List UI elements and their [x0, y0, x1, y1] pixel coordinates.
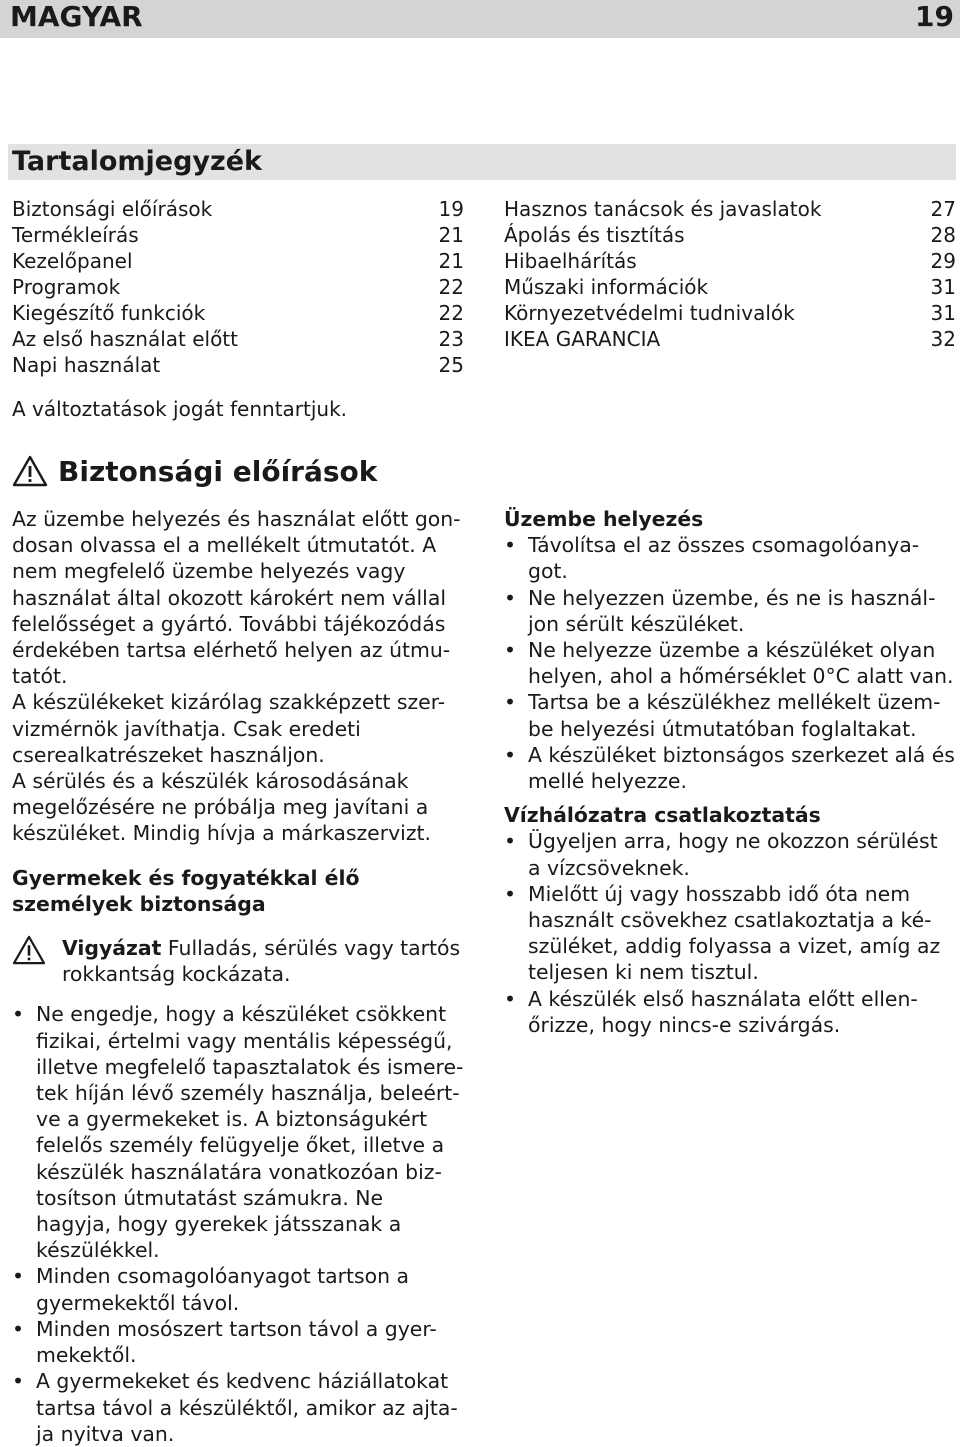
list-item: • Ne helyezzen üzembe, és ne is használ-jon sérült készüléket.: [504, 585, 956, 637]
safety-title: Biztonsági előírások: [58, 454, 378, 488]
toc-entry-page: 25: [438, 353, 464, 377]
toc-title-bar: [8, 144, 956, 180]
toc-entry-page: 22: [438, 275, 464, 299]
water-connection-heading: Vízhálózatra csatlakoztatás: [504, 803, 821, 828]
toc-entry[interactable]: [12, 274, 464, 300]
intro-line: A készülékeket kizárólag szakképzett szer-: [12, 690, 446, 715]
warning-text: Fulladás, sérülés vagy tartós rokkantság kockázata.: [62, 936, 461, 987]
installation-heading: Üzembe helyezés: [504, 507, 704, 531]
list-item: • Minden mosószert tartson távol a gyer-mekektől.: [12, 1316, 464, 1368]
intro-line: érdekében tartsa elérhető helyen az útmu-: [12, 638, 451, 663]
list-item: • A készüléket biztonságos szerkezet alá és mellé helyezze.: [504, 742, 956, 794]
list-item: • Mielőtt új vagy hosszabb idő óta nem használt csövekhez csatlakoztatja a ké-szüléket, addig folyassa a vizet, amíg az teljesen ki nem tisztul.: [504, 881, 956, 986]
water-connection-list: [504, 828, 956, 1038]
toc-entry-page: 27: [930, 197, 956, 221]
warning-triangle-icon: [12, 455, 48, 487]
toc-entry[interactable]: [504, 326, 956, 352]
toc-right-column: [504, 196, 956, 352]
list-item: • Távolítsa el az összes csomagolóanya-got.: [504, 532, 956, 584]
safety-section-heading: [12, 452, 377, 490]
toc-entry-page: 22: [438, 301, 464, 325]
toc-entry[interactable]: [12, 300, 464, 326]
toc-entry[interactable]: [12, 196, 464, 222]
toc-entry-label: Napi használat: [12, 353, 161, 377]
children-safety-list: [12, 1001, 464, 1446]
toc-left-column: [12, 196, 464, 378]
list-item: • Minden csomagolóanyagot tartson a gyermekektől távol.: [12, 1263, 464, 1315]
toc-entry-label: Ápolás és tisztítás: [504, 223, 685, 247]
rights-reserved-note: A változtatások jogát fenntartjuk.: [12, 397, 348, 421]
toc-entry[interactable]: [12, 326, 464, 352]
warning-triangle-icon: [12, 935, 46, 965]
toc-entry-label: Termékleírás: [12, 223, 139, 247]
toc-entry-page: 31: [930, 301, 956, 325]
intro-line: tatót.: [12, 664, 68, 689]
toc-entry[interactable]: [504, 300, 956, 326]
intro-line: Az üzembe helyezés és használat előtt gon-: [12, 507, 461, 531]
right-text-column: [504, 506, 956, 1038]
toc-entry[interactable]: [12, 222, 464, 248]
children-safety-heading: Gyermekek és fogyatékkal élő személyek biztonsága: [12, 865, 360, 916]
warning-text-block: [62, 935, 464, 987]
warning-label: Vigyázat: [62, 936, 162, 961]
toc-entry-label: Kiegészítő funkciók: [12, 301, 206, 325]
intro-line: A sérülés és a készülék károsodásának: [12, 769, 409, 794]
toc-entry-page: 19: [438, 197, 464, 221]
intro-line: dosan olvassa el a mellékelt útmutatót. A: [12, 533, 437, 558]
intro-line: vizmérnök javíthatja. Csak eredeti cserealkatrészeket használjon.: [12, 716, 361, 767]
toc-entry[interactable]: [12, 352, 464, 378]
toc-title: Tartalomjegyzék: [12, 146, 263, 177]
toc-entry-label: Hibaelhárítás: [504, 249, 637, 273]
toc-entry-label: Műszaki információk: [504, 275, 709, 299]
intro-line: felelősséget a gyártó. További tájékozódás: [12, 611, 446, 636]
toc-entry-page: 21: [438, 223, 464, 247]
list-item: • Ne engedje, hogy a készüléket csökkent fizikai, értelmi vagy mentális képességű, illetve megfelelő tapasztalatok és ismere-tek híján lévő személy használja, beleért-ve a gyermekeket is. A biztonságukért felelős személy felügyelje őket, illetve a készülék használatára vonatkozóan biz-tosítson útmutatást számukra. Ne hagyja, hogy gyerekek játsszanak a készülékkel.: [12, 1001, 464, 1263]
toc-entry-label: Környezetvédelmi tudnivalók: [504, 301, 795, 325]
toc-entry[interactable]: [504, 274, 956, 300]
toc-entry[interactable]: [504, 222, 956, 248]
warning-notice: [12, 935, 464, 987]
language-label: MAGYAR: [10, 0, 143, 33]
toc-entry-label: Az első használat előtt: [12, 327, 238, 351]
toc-entry[interactable]: [12, 248, 464, 274]
toc-entry-label: Hasznos tanácsok és javaslatok: [504, 197, 822, 221]
list-item: • Tartsa be a készülékhez mellékelt üzem-be helyezési útmutatóban foglaltakat.: [504, 689, 956, 741]
list-item: • Ügyeljen arra, hogy ne okozzon sérülést a vízcsöveknek.: [504, 828, 956, 880]
list-item: • A készülék első használata előtt ellen-őrizze, hogy nincs-e szivárgás.: [504, 986, 956, 1038]
toc-entry-label: Biztonsági előírások: [12, 197, 213, 221]
toc-entry-page: 21: [438, 249, 464, 273]
toc-entry-page: 32: [930, 327, 956, 351]
intro-line: nem megfelelő üzembe helyezés vagy: [12, 559, 406, 584]
intro-line: készüléket. Mindig hívja a márkaszervizt.: [12, 821, 432, 846]
toc-entry-page: 28: [930, 223, 956, 247]
toc-entry[interactable]: [504, 248, 956, 274]
toc-entry-page: 31: [930, 275, 956, 299]
toc-entry-label: Kezelőpanel: [12, 249, 133, 273]
page-header: [0, 0, 960, 38]
intro-line: használat által okozott károkért nem vállal: [12, 585, 446, 610]
list-item: • A gyermekeket és kedvenc háziállatokat tartsa távol a készüléktől, amikor az ajta-ja nyitva van.: [12, 1368, 464, 1447]
toc-entry-label: IKEA GARANCIA: [504, 327, 661, 351]
left-text-column: [12, 506, 464, 1447]
installation-list: [504, 532, 956, 794]
toc-entry[interactable]: [504, 196, 956, 222]
intro-line: megelőzésére ne próbálja meg javítani a: [12, 795, 429, 820]
list-item: • Ne helyezze üzembe a készüléket olyan helyen, ahol a hőmérséklet 0°C alatt van.: [504, 637, 956, 689]
toc-entry-page: 29: [930, 249, 956, 273]
toc-entry-label: Programok: [12, 275, 121, 299]
page-number: 19: [915, 0, 954, 33]
toc-entry-page: 23: [438, 327, 464, 351]
